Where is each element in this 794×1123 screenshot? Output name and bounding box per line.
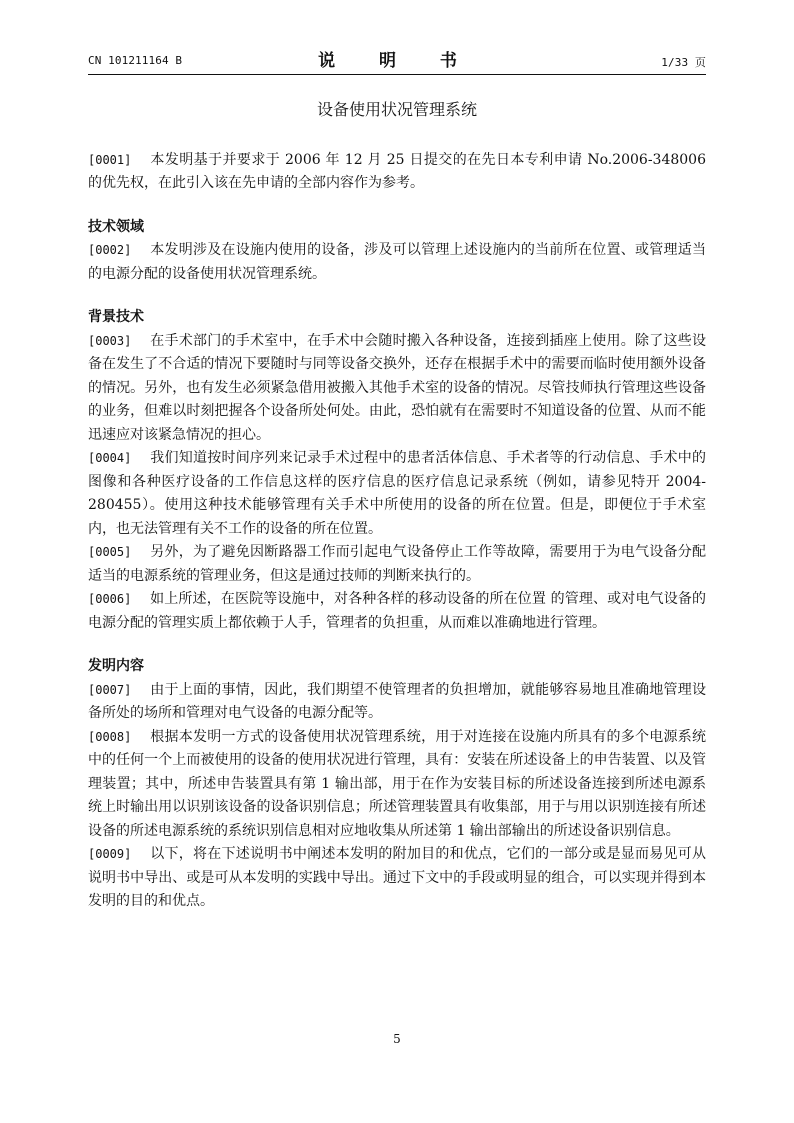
paragraph-id: [0005] [88,545,132,559]
paragraph-id: [0002] [88,243,132,257]
page-number: 5 [393,1032,401,1046]
paragraph-id: [0001] [88,152,132,167]
paragraph-text: 如上所述，在医院等设施中，对各种各样的移动设备的所在位置 的管理、或对电气设备的电源分配的管理实质上都依赖于人手，管理者的负担重，从而难以准确地进行管理。 [88,591,706,631]
section-heading-tech-field: 技术领域 [88,218,144,235]
document-body [88,98,706,914]
paragraph-id: [0004] [88,451,132,465]
paragraph-text: 由于上面的事情，因此，我们期望不使管理者的负担增加，就能够容易地且准确地管理设备所处的场所和管理对电气设备的电源分配等。 [88,681,706,721]
paragraph-0009 [88,843,706,914]
paragraph-text: 根据本发明一方式的设备使用状况管理系统，用于对连接在设施内所具有的多个电源系统中的任何一个上而被使用的设备的使用状况进行管理，具有：安装在所述设备上的申告装置、以及管理装置；其中，所述申告装置具有第 1 输出部，用于在作为安装目标的所述设备连接到所述电源系统上时输出用以识别该设备的设备识别信息；所述管理装置具有收集部，用于与用以识别连接有所述设备的所述电源系统的系统识别信息相对应地收集从所述第 1 输出部输出的所述设备识别信息。 [88,728,706,839]
paragraph-0006 [88,588,706,635]
paragraph-id: [0007] [88,682,132,697]
page-header [88,45,706,75]
paragraph-0008 [88,726,706,844]
paragraph-text: 另外，为了避免因断路器工作而引起电气设备停止工作等故障，需要用于为电气设备分配适当的电源系统的管理业务，但这是通过技师的判断来执行的。 [88,544,706,584]
paragraph-text: 本发明基于并要求于 2006 年 12 月 25 日提交的在先日本专利申请 No.2006-348006 的优先权，在此引入该在先申请的全部内容作为参考。 [88,151,706,191]
patent-number: CN 101211164 B [88,54,183,67]
paragraph-text: 本发明涉及在设施内使用的设备，涉及可以管理上述设施内的当前所在位置、或管理适当的电源分配的设备使用状况管理系统。 [88,242,706,282]
paragraph-text: 在手术部门的手术室中，在手术中会随时搬入各种设备，连接到插座上使用。除了这些设备在发生了不合适的情况下要随时与同等设备交换外，还存在根据手术中的需要而临时使用额外设备的情况。另外，也有发生必须紧急借用被搬入其他手术室的设备的情况。尽管技师执行管理这些设备的业务，但难以时刻把握各个设备所处何处。由此，恐怕就有在需要时不知道设备的位置、从而不能迅速应对该紧急情况的担心。 [88,332,706,443]
paragraph-text: 以下，将在下述说明书中阐述本发明的附加目的和优点，它们的一部分或是显而易见可从说明书中导出、或是可从本发明的实践中导出。通过下文中的手段或明显的组合，可以实现并得到本发明的目的和优点。 [88,846,706,909]
paragraph-id: [0003] [88,333,132,348]
paragraph-text: 我们知道按时间序列来记录手术过程中的患者活体信息、手术者等的行动信息、手术中的图像和各种医疗设备的工作信息这样的医疗信息的医疗信息记录系统（例如，请参见特开 2004-280455）。使用这种技术能够管理有关手术中所使用的设备的所在位置。但是，即便位于手术室内，也无法管理有关不工作的设备的所在位置。 [88,450,706,537]
section-heading-background: 背景技术 [88,309,144,325]
paragraph-0004 [88,447,706,541]
paragraph-0002 [88,239,706,286]
page-count: 1/33 页 [661,56,706,69]
section-heading-summary: 发明内容 [88,658,144,674]
paragraph-0005 [88,541,706,588]
paragraph-id: [0006] [88,592,132,606]
paragraph-id: [0009] [88,847,132,861]
document-type: 说 明 书 [318,51,476,71]
paragraph-0001 [88,149,706,196]
paragraph-0007 [88,679,706,726]
document-title: 设备使用状况管理系统 [316,100,477,119]
paragraph-id: [0008] [88,729,132,744]
header-rule [88,74,706,75]
paragraph-0003 [88,330,706,448]
